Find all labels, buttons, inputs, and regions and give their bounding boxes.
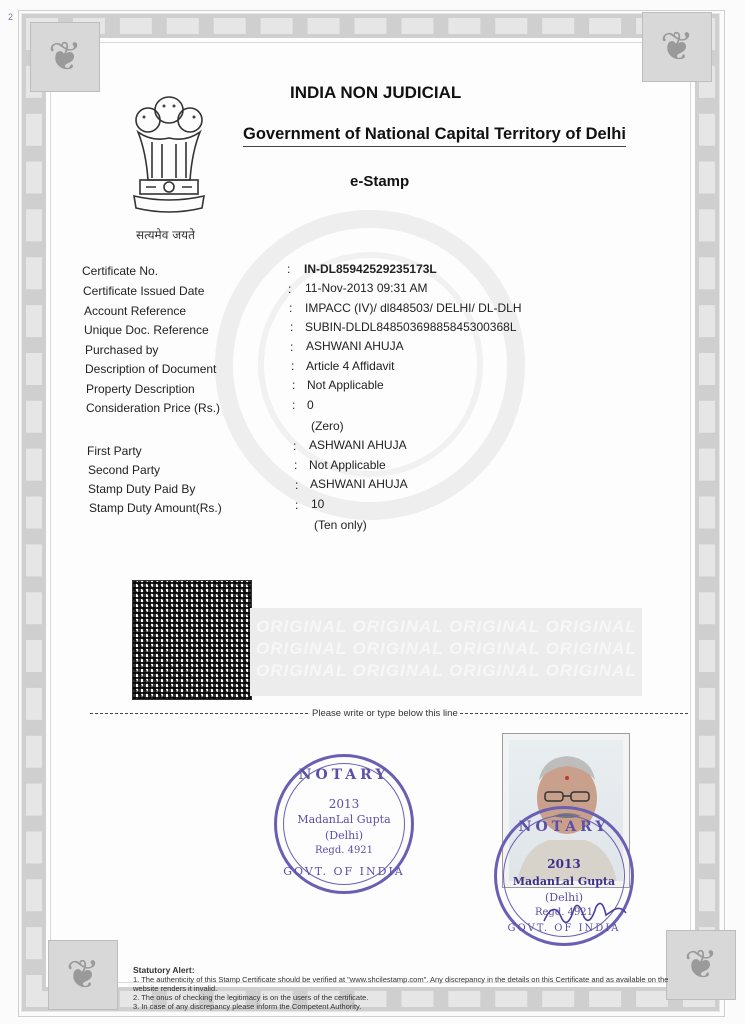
value-duty-paid-by: ASHWANI AHUJA bbox=[310, 477, 408, 491]
value-first-party: ASHWANI AHUJA bbox=[309, 438, 407, 452]
value-consideration-words: (Zero) bbox=[311, 419, 344, 433]
corner-ornament-bottom-left: ❦ bbox=[48, 940, 118, 1010]
page-number: 2 bbox=[8, 12, 14, 22]
separator: : bbox=[290, 340, 294, 354]
value-consideration: 0 bbox=[307, 398, 314, 412]
alert-item-3: 3. In case of any discrepancy please inform the Competent Authority. bbox=[133, 1002, 362, 1011]
statutory-alert bbox=[133, 966, 673, 1011]
corner-ornament-top-left: ❦ bbox=[30, 22, 100, 92]
separator: : bbox=[295, 498, 299, 512]
label-certificate-no: Certificate No. bbox=[82, 264, 159, 278]
value-amount-words: (Ten only) bbox=[314, 518, 367, 532]
cut-line-text: Please write or type below this line bbox=[312, 708, 458, 719]
alert-item-1: 1. The authenticity of this Stamp Certificate should be verified at "www.shcilestamp.com". Any discrepancy in the details on this Certificate and as available on the website renders it invalid. bbox=[133, 975, 669, 993]
label-property: Property Description bbox=[86, 382, 195, 396]
value-property: Not Applicable bbox=[307, 378, 384, 392]
stamp-city: (Delhi) bbox=[324, 829, 364, 842]
separator: : bbox=[291, 359, 295, 373]
label-account-reference: Account Reference bbox=[84, 304, 187, 318]
notary-stamp bbox=[274, 754, 414, 894]
alert-item-2: 2. The onus of checking the legitimacy is on the users of the certificate. bbox=[133, 993, 369, 1002]
label-issued-date: Certificate Issued Date bbox=[83, 284, 205, 298]
value-purchased-by: ASHWANI AHUJA bbox=[306, 339, 404, 353]
stamp-bottom-text: GOVT. OF INDIA bbox=[283, 865, 405, 878]
emblem-motto: सत्यमेव जयते bbox=[136, 228, 195, 242]
separator: : bbox=[289, 301, 293, 315]
stamp-top-text: NOTARY bbox=[298, 767, 390, 783]
separator: : bbox=[293, 439, 297, 453]
original-watermark-line: ORIGINAL ORIGINAL ORIGINAL ORIGINAL bbox=[256, 617, 637, 636]
label-duty-paid-by: Stamp Duty Paid By bbox=[88, 482, 196, 496]
original-watermark bbox=[250, 608, 642, 696]
label-second-party: Second Party bbox=[88, 463, 161, 477]
corner-ornament-bottom-right: ❦ bbox=[666, 930, 736, 1000]
value-second-party: Not Applicable bbox=[309, 458, 386, 472]
stamp-city: (Delhi) bbox=[544, 891, 584, 904]
stamp-top-text: NOTARY bbox=[518, 819, 610, 835]
original-watermark-line: ORIGINAL ORIGINAL ORIGINAL ORIGINAL bbox=[256, 639, 637, 658]
stamp-bottom-text: GOVT. OF INDIA bbox=[507, 923, 621, 934]
original-watermark-line: ORIGINAL ORIGINAL ORIGINAL ORIGINAL bbox=[256, 661, 637, 680]
stamp-name: MadanLal Gupta bbox=[297, 813, 391, 826]
separator: : bbox=[290, 320, 294, 334]
stamp-regd: Regd. 4921 bbox=[534, 907, 594, 918]
value-description: Article 4 Affidavit bbox=[306, 359, 395, 373]
separator: : bbox=[292, 378, 296, 392]
label-description: Description of Document bbox=[85, 362, 217, 376]
government-title: Government of National Capital Territory of Delhi bbox=[243, 125, 626, 147]
separator: : bbox=[288, 282, 292, 296]
label-consideration: Consideration Price (Rs.) bbox=[86, 401, 221, 415]
value-unique-doc-reference: SUBIN-DLDL84850369885845300368L bbox=[305, 320, 517, 334]
corner-ornament-top-right: ❦ bbox=[642, 12, 712, 82]
label-duty-amount: Stamp Duty Amount(Rs.) bbox=[89, 501, 222, 515]
stamp-regd: Regd. 4921 bbox=[314, 845, 374, 856]
alert-title: Statutory Alert: bbox=[133, 965, 195, 975]
qr-code bbox=[132, 580, 252, 700]
value-certificate-no: IN-DL85942529235173L bbox=[304, 262, 437, 276]
label-unique-doc-reference: Unique Doc. Reference bbox=[84, 323, 209, 337]
notary-signature bbox=[540, 893, 630, 933]
value-issued-date: 11-Nov-2013 09:31 AM bbox=[305, 281, 428, 295]
value-account-reference: IMPACC (IV)/ dl848503/ DELHI/ DL-DLH bbox=[305, 301, 522, 315]
value-duty-amount: 10 bbox=[311, 497, 325, 511]
national-emblem-icon bbox=[126, 92, 212, 220]
document-title: INDIA NON JUDICIAL bbox=[290, 83, 462, 102]
label-purchased-by: Purchased by bbox=[85, 343, 159, 357]
separator: : bbox=[292, 398, 296, 412]
label-first-party: First Party bbox=[87, 444, 142, 458]
estamp-title: e-Stamp bbox=[350, 173, 410, 190]
separator: : bbox=[295, 478, 299, 492]
stamp-year: 2013 bbox=[547, 857, 581, 871]
stamp-year: 2013 bbox=[328, 797, 360, 811]
separator: : bbox=[294, 458, 298, 472]
separator: : bbox=[287, 262, 291, 276]
stamp-name: MadanLal Gupta bbox=[512, 875, 616, 888]
